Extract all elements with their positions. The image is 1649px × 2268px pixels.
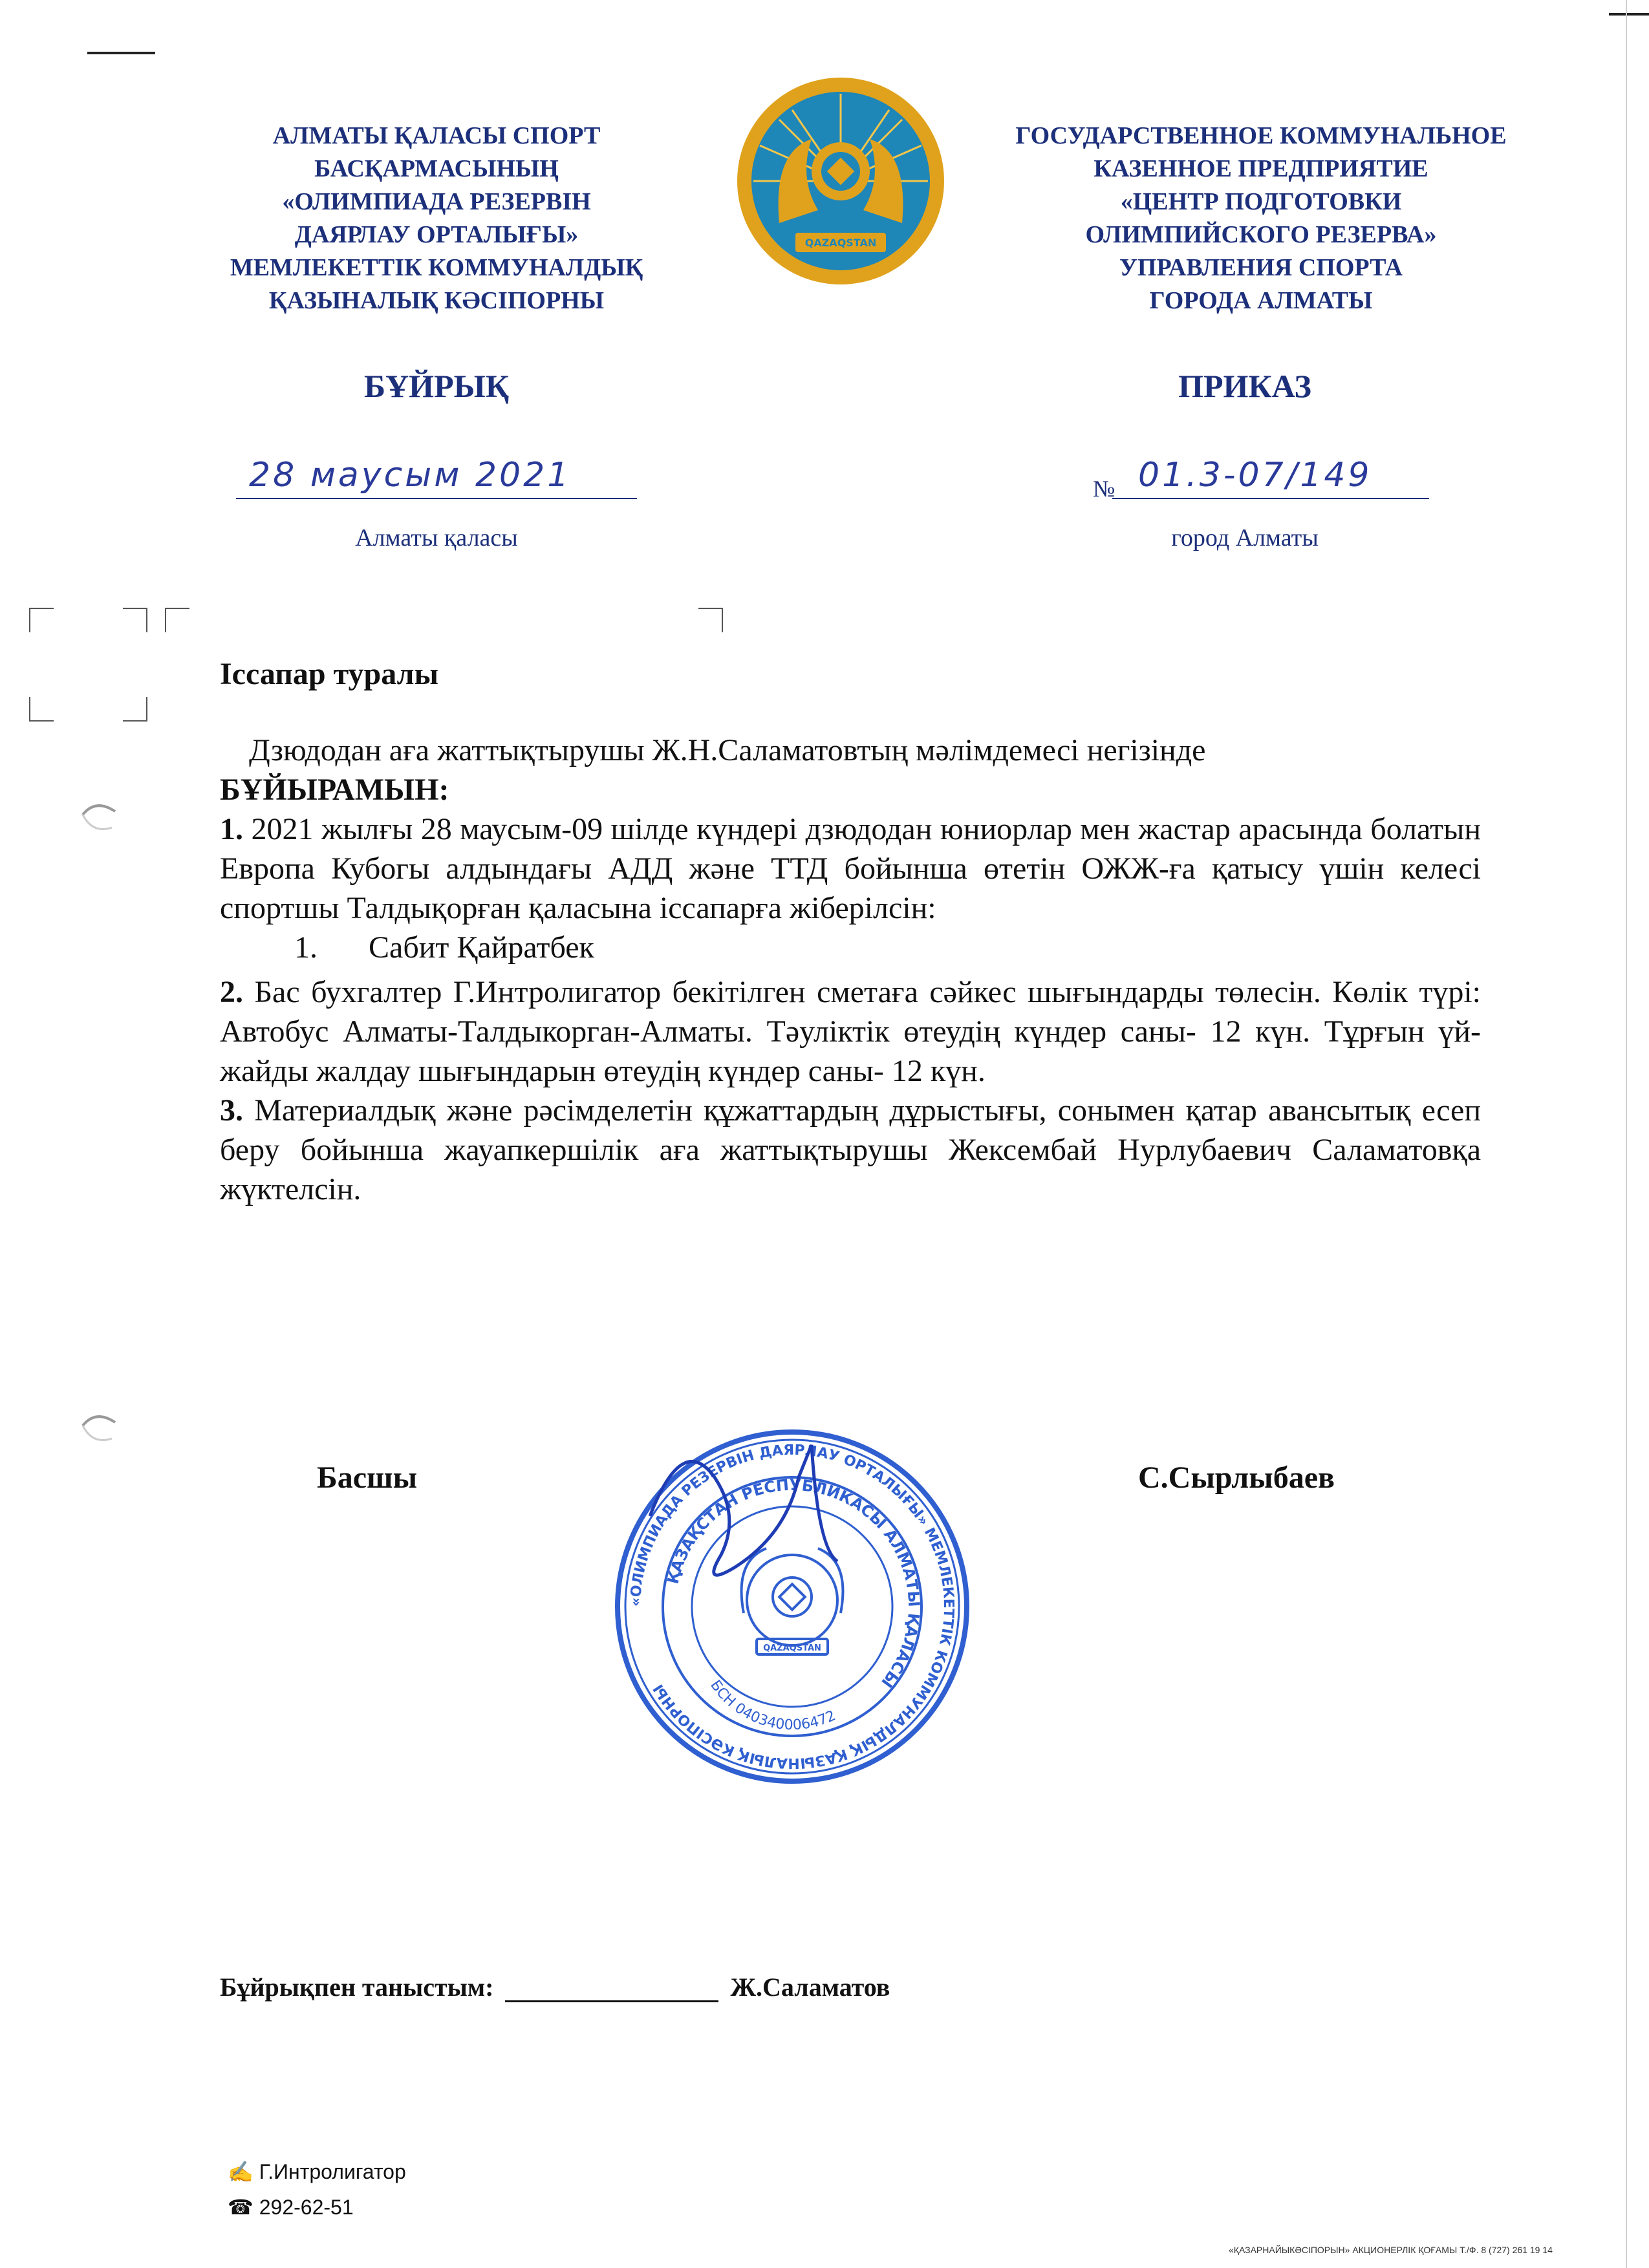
header-ru-line: УПРАВЛЕНИЯ СПОРТА (1119, 254, 1403, 281)
corner-mark (123, 697, 147, 722)
header-ru-line: КАЗЕННОЕ ПРЕДПРИЯТИЕ (1094, 155, 1428, 182)
printer-imprint: «ҚАЗАРНАЙЫКӘСІПОРЫН» АКЦИОНЕРЛІК ҚОҒАМЫ Т./Ф. 8 (727) 261 19 14 (1229, 2245, 1553, 2255)
scan-mark-top-left (87, 52, 155, 54)
list-number: 1. (294, 930, 318, 965)
command-line (220, 770, 1481, 809)
footer-phone (228, 2195, 354, 2220)
document-body (220, 731, 1481, 1209)
corner-mark (698, 608, 723, 632)
intro-text: Дзюдодан аға жаттықтырушы Ж.Н.Саламатовтың мәлімдемесі негізінде (249, 733, 1206, 767)
official-stamp (605, 1419, 980, 1794)
item-2 (220, 972, 1481, 1091)
header-kz-line: ҚАЗЫНАЛЫҚ КӘСІПОРНЫ (268, 287, 605, 314)
header-kz-line: ДАЯРЛАУ ОРТАЛЫҒЫ» (294, 221, 579, 248)
header-ru-line: «ЦЕНТР ПОДГОТОВКИ (1120, 188, 1402, 215)
state-emblem-icon (734, 74, 947, 288)
scan-mark-right-edge (1626, 0, 1627, 2268)
phone-number: 292-62-51 (259, 2196, 354, 2219)
command-text: БҰЙЫРАМЫН: (220, 773, 449, 807)
svg-text:ҚАЗАҚСТАН РЕСПУБЛИКАСЫ АЛМАТЫ (664, 1476, 923, 1691)
stamp-emblem-icon (742, 1548, 843, 1654)
acknowledge-name: Ж.Саламатов (730, 1973, 890, 2002)
corner-mark (29, 697, 54, 722)
punch-hole-mark (76, 1409, 122, 1455)
acknowledge-block (220, 1972, 890, 2002)
corner-mark (29, 608, 54, 632)
stamp-center-text: QAZAQSTAN (763, 1643, 821, 1653)
document-subject: Іссапар туралы (220, 657, 439, 691)
item-2-text: Бас бухгалтер Г.Интролигатор бекітілген сметаға сәйкес шығындарды төлесін. Көлік түрі: Автобус Алматы-Талдыкорган-Алматы. Тәуліктік өтеудің күндер саны- 12 күн. Тұрғын үй-жайды жалдау шығындарын өтеудің күндер саны- 12 күн. (220, 975, 1482, 1088)
acknowledge-signature-line (505, 2000, 718, 2002)
stamp-outer-text: «ОЛИМПИАДА РЕЗЕРВІН ДАЯРЛАУ ОРТАЛЫҒЫ» МЕМЛЕКЕТТІК КОММУНАЛДЫҚ ҚАЗЫНАЛЫҚ КӘСІПОРНЫ (627, 1442, 957, 1771)
number-label: № (1093, 476, 1116, 502)
item-1-text: 2021 жылғы 28 маусым-09 шілде күндері дзюдодан юниорлар мен жастар арасында болатын Европа Кубогы алдындағы АДД және ТТД бойынша өтетін ОЖЖ-ға қатысу үшін келесі спортшы Талдықорған қаласына іссапарға жіберілсін: (220, 812, 1481, 925)
item-1-list (220, 928, 1481, 967)
item-3 (220, 1091, 1481, 1209)
number-handwritten: 01.3-07/149 (1138, 456, 1372, 495)
athlete-name: Сабит Қайратбек (369, 930, 594, 965)
corner-mark (165, 608, 189, 632)
executor-name: Г.Интролигатор (259, 2160, 406, 2183)
city-kz: Алматы қаласы (355, 524, 518, 551)
number-line (1112, 498, 1429, 499)
phone-icon: ☎ (228, 2196, 253, 2219)
header-ru-line: ОЛИМПИЙСКОГО РЕЗЕРВА» (1085, 221, 1437, 248)
item-3-number: 3. (220, 1093, 243, 1128)
order-title-kz: БҰЙРЫҚ (364, 368, 509, 404)
corner-mark (123, 608, 147, 632)
item-2-number: 2. (220, 975, 243, 1009)
pen-icon: ✍ (228, 2160, 253, 2183)
header-kz-line: АЛМАТЫ ҚАЛАСЫ СПОРТ (272, 122, 601, 149)
date-handwritten: 28 маусым 2021 (249, 456, 572, 495)
date-line (236, 498, 637, 499)
item-3-text: Материалдық және рәсімделетін құжаттардың дұрыстығы, сонымен қатар авансытық есеп беру бойынша жауапкершілік аға жаттықтырушы Жексембай Нурлубаевич Саламатовқа жүктелсін. (220, 1093, 1482, 1206)
emblem-text: QAZAQSTAN (804, 237, 877, 249)
acknowledge-label: Бұйрықпен таныстым: (220, 1973, 494, 2002)
order-title-ru: ПРИКАЗ (1178, 368, 1311, 404)
item-1-number: 1. (220, 812, 243, 846)
header-kz-line: МЕМЛЕКЕТТІК КОММУНАЛДЫҚ (230, 254, 643, 281)
header-kz-line: БАСҚАРМАСЫНЫҢ (314, 155, 559, 182)
punch-hole-mark (76, 798, 122, 844)
scan-mark-top-right (1609, 13, 1649, 16)
city-ru: город Алматы (1171, 524, 1319, 551)
header-ru-line: ГОРОДА АЛМАТЫ (1149, 287, 1373, 314)
item-1 (220, 809, 1481, 928)
signatory-role: Басшы (317, 1460, 418, 1495)
header-ru-line: ГОСУДАРСТВЕННОЕ КОММУНАЛЬНОЕ (1015, 122, 1507, 149)
header-ru-organization (964, 120, 1558, 317)
header-kz-organization (162, 120, 711, 317)
header-kz-line: «ОЛИМПИАДА РЕЗЕРВІН (282, 188, 591, 215)
signatory-name: С.Сырлыбаев (1138, 1460, 1335, 1495)
stamp-inner-text: ҚАЗАҚСТАН РЕСПУБЛИКАСЫ АЛМАТЫ ҚАЛАСЫ (663, 1475, 923, 1691)
intro-paragraph (220, 731, 1481, 770)
stamp-bin-text: БСН 040340006472 (707, 1677, 839, 1734)
footer-executor (228, 2159, 406, 2184)
